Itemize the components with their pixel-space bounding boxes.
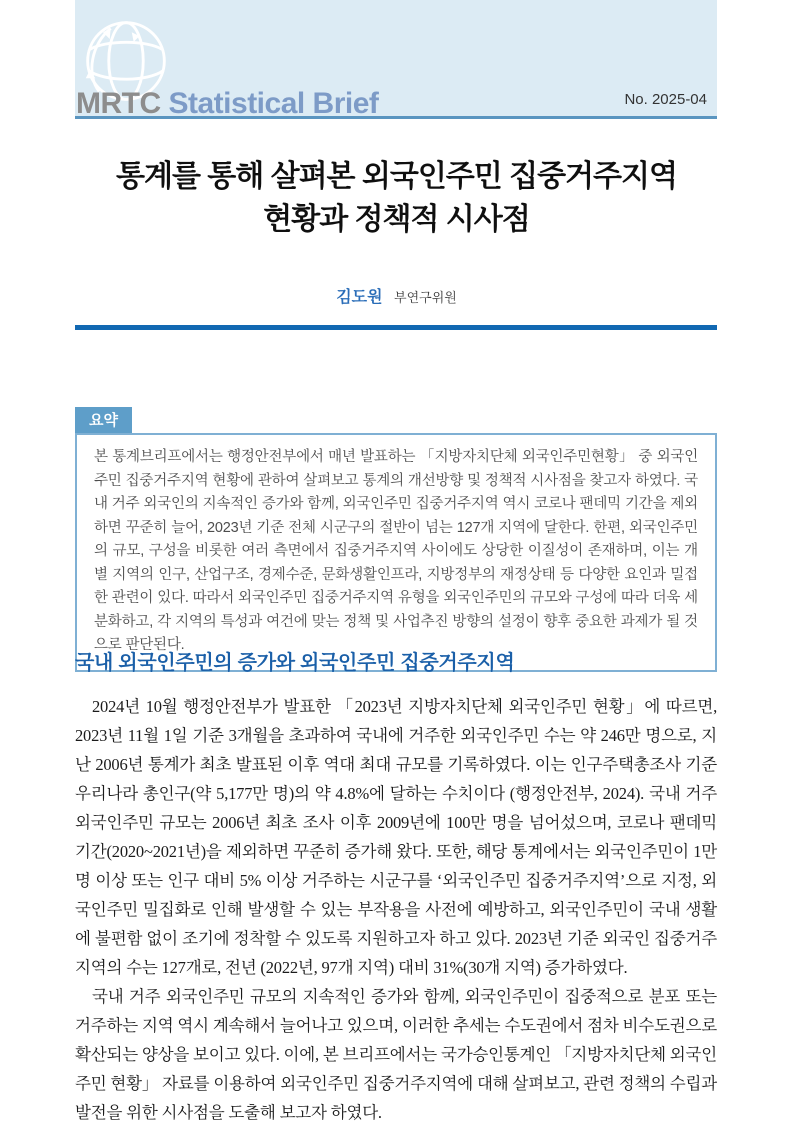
brand-wordmark xyxy=(76,89,378,119)
title-divider xyxy=(75,325,717,330)
summary-box xyxy=(75,433,717,672)
masthead xyxy=(75,0,717,119)
author-role: 부연구위원 xyxy=(394,290,457,305)
brand-statistical-brief: Statistical Brief xyxy=(168,87,379,120)
summary-section xyxy=(75,407,717,672)
page-title xyxy=(0,155,793,241)
body-paragraph-2: 국내 거주 외국인주민 규모의 지속적인 증가와 함께, 외국인주민이 집중적으로 분포 또는 거주하는 지역 역시 계속해서 늘어나고 있으며, 이러한 추세는 수도권에서 점차 비수도권으로 확산되는 양상을 보이고 있다. 이에, 본 브리프에서는 국가승인통계인 「지방자치단체 외국인주민 현황」 자료를 이용하여 외국인주민 집중거주지역에 대해 살펴보고, 관련 정책의 수립과 발전을 위한 시사점을 도출해 보고자 하였다. xyxy=(75,987,717,1121)
issue-number: No. 2025-04 xyxy=(624,91,707,108)
title-line-1: 통계를 통해 살펴본 외국인주민 집중거주지역 xyxy=(116,160,677,193)
title-line-2: 현황과 정책적 시사점 xyxy=(263,203,530,236)
summary-label: 요약 xyxy=(75,407,132,433)
section-heading: 국내 외국인주민의 증가와 외국인주민 집중거주지역 xyxy=(75,652,515,674)
brand-mrtc: MRTC xyxy=(76,87,161,120)
body-section xyxy=(75,646,717,1121)
author-name: 김도원 xyxy=(336,289,383,306)
summary-text: 본 통계브리프에서는 행정안전부에서 매년 발표하는 「지방자치단체 외국인주민현황」 중 외국인주민 집중거주지역 현황에 관하여 살펴보고 통계의 개선방향 및 정책적 시사점을 찾고자 하였다. 국내 거주 외국인의 지속적인 증가와 함께, 외국인주민 집중거주지역 역시 코로나 팬데믹 기간을 제외하면 꾸준히 늘어, 2023년 기준 전체 시군구의 절반이 넘는 127개 지역에 달한다. 한편, 외국인주민의 규모, 구성을 비롯한 여러 측면에서 집중거주지역 사이에도 상당한 이질성이 존재하며, 이는 개별 지역의 인구, 산업구조, 경제수준, 문화생활인프라, 지방정부의 재정상태 등 다양한 요인과 밀접한 관련이 있다. 따라서 외국인주민 집중거주지역 유형을 외국인주민의 규모와 구성에 따라 더욱 세분화하고, 각 지역의 특성과 여건에 맞는 정책 및 사업추진 방향의 설정이 향후 중요한 과제가 될 것으로 판단된다. xyxy=(94,449,698,653)
body-paragraph-1: 2024년 10월 행정안전부가 발표한 「2023년 지방자치단체 외국인주민 현황」에 따르면, 2023년 11월 1일 기준 3개월을 초과하여 국내에 거주한 외국인주민 수는 약 246만 명으로, 지난 2006년 통계가 최초 발표된 이후 역대 최대 규모를 기록하였다. 이는 인구주택총조사 기준 우리나라 총인구(약 5,177만 명)의 약 4.8%에 달하는 수치이다 (행정안전부, 2024). 국내 거주 외국인주민 규모는 2006년 최초 조사 이후 2009년에 100만 명을 넘어섰으며, 코로나 팬데믹 기간(2020~2021년)을 제외하면 꾸준히 증가해 왔다. 또한, 해당 통계에서는 외국인주민이 1만 명 이상 또는 인구 대비 5% 이상 거주하는 시군구를 ‘외국인주민 집중거주지역’으로 지정, 외국인주민 밀집화로 인해 발생할 수 있는 부작용을 사전에 예방하고, 외국인주민이 국내 생활에 불편함 없이 조기에 정착할 수 있도록 지원하고자 하고 있다. 2023년 기준 외국인 집중거주지역의 수는 127개로, 전년 (2022년, 97개 지역) 대비 31%(30개 지역) 증가하였다. xyxy=(75,697,717,977)
byline xyxy=(0,284,793,307)
